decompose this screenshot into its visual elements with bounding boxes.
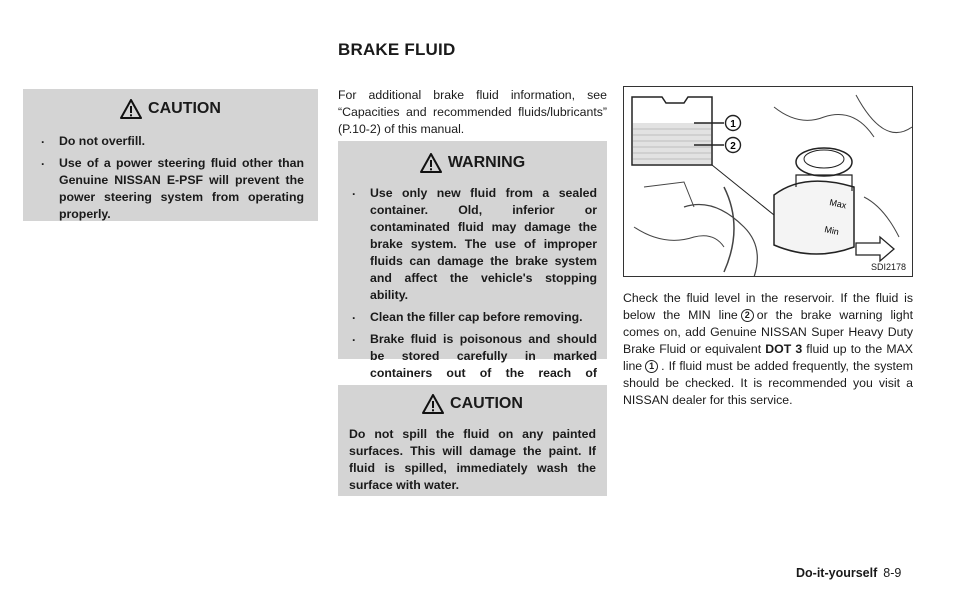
warning-title: WARNING bbox=[447, 154, 526, 171]
warning-triangle-icon bbox=[120, 99, 142, 119]
caution-list bbox=[37, 133, 304, 223]
list-item: . Brake fluid is poisonous and should be stored carefully in marked containers out of the reach of bbox=[348, 331, 597, 399]
caution-box-paint bbox=[338, 385, 607, 496]
section-title: BRAKE FLUID bbox=[338, 40, 456, 59]
list-item: . Clean the filler cap before removing. bbox=[348, 309, 597, 326]
body-text-3: fluid up to the MAX line bbox=[623, 342, 913, 373]
figure-code: SDI2178 bbox=[870, 262, 906, 272]
engine-bay-illustration bbox=[624, 87, 913, 277]
intro-paragraph: For additional brake fluid information, see “Capacities and recommended fluids/lubricants” (P.10-2) of this manual. bbox=[338, 88, 607, 136]
body-paragraph bbox=[623, 290, 913, 409]
list-item: . Use of a power steering fluid other than Genuine NISSAN E-PSF will prevent the power steering system from operating properly. bbox=[37, 155, 304, 223]
caution-title: CAUTION bbox=[148, 100, 221, 117]
warning-list bbox=[348, 185, 597, 399]
body-text-4: . If fluid must be added frequently, the system should be checked. It is recommended you visit a NISSAN dealer for this service. bbox=[623, 359, 913, 407]
dot3-label: DOT 3 bbox=[765, 342, 803, 356]
warning-triangle-icon bbox=[420, 153, 442, 173]
warning-header bbox=[348, 153, 597, 173]
warning-box bbox=[338, 141, 607, 380]
page-footer bbox=[796, 566, 901, 580]
max-line-number: 1 bbox=[645, 360, 658, 373]
caution-box-power-steering bbox=[23, 89, 318, 221]
caution-header bbox=[37, 99, 304, 119]
callout-1-number: 1 bbox=[730, 119, 736, 130]
footer-section: Do-it-yourself bbox=[796, 566, 878, 580]
caution-title: CAUTION bbox=[450, 395, 523, 412]
body-text-2: or the brake warning light comes on, add Genuine NISSAN Super Heavy Duty Brake Fluid or equivalent bbox=[623, 308, 914, 356]
page-number: 8-9 bbox=[883, 566, 902, 580]
list-item: . Use only new fluid from a sealed container. Old, inferior or contaminated fluid may damage the brake system. The use of improper fluids can damage the brake system and affect the vehicle's stopping ability. bbox=[348, 185, 597, 304]
min-label: Min bbox=[823, 224, 840, 237]
body-text-1: Check the fluid level in the reservoir. If the fluid is below the MIN line bbox=[623, 291, 913, 322]
caution-text: Do not spill the fluid on any painted surfaces. This will damage the paint. If fluid is spilled, immediately wash the surface with water. bbox=[349, 427, 596, 492]
max-label: Max bbox=[828, 197, 848, 211]
list-item: . Do not overfill. bbox=[37, 133, 304, 150]
warning-triangle-icon bbox=[422, 394, 444, 414]
callout-2-number: 2 bbox=[730, 141, 736, 152]
caution-header bbox=[349, 394, 596, 414]
min-line-number: 2 bbox=[741, 309, 754, 322]
brake-reservoir-figure bbox=[623, 86, 913, 277]
